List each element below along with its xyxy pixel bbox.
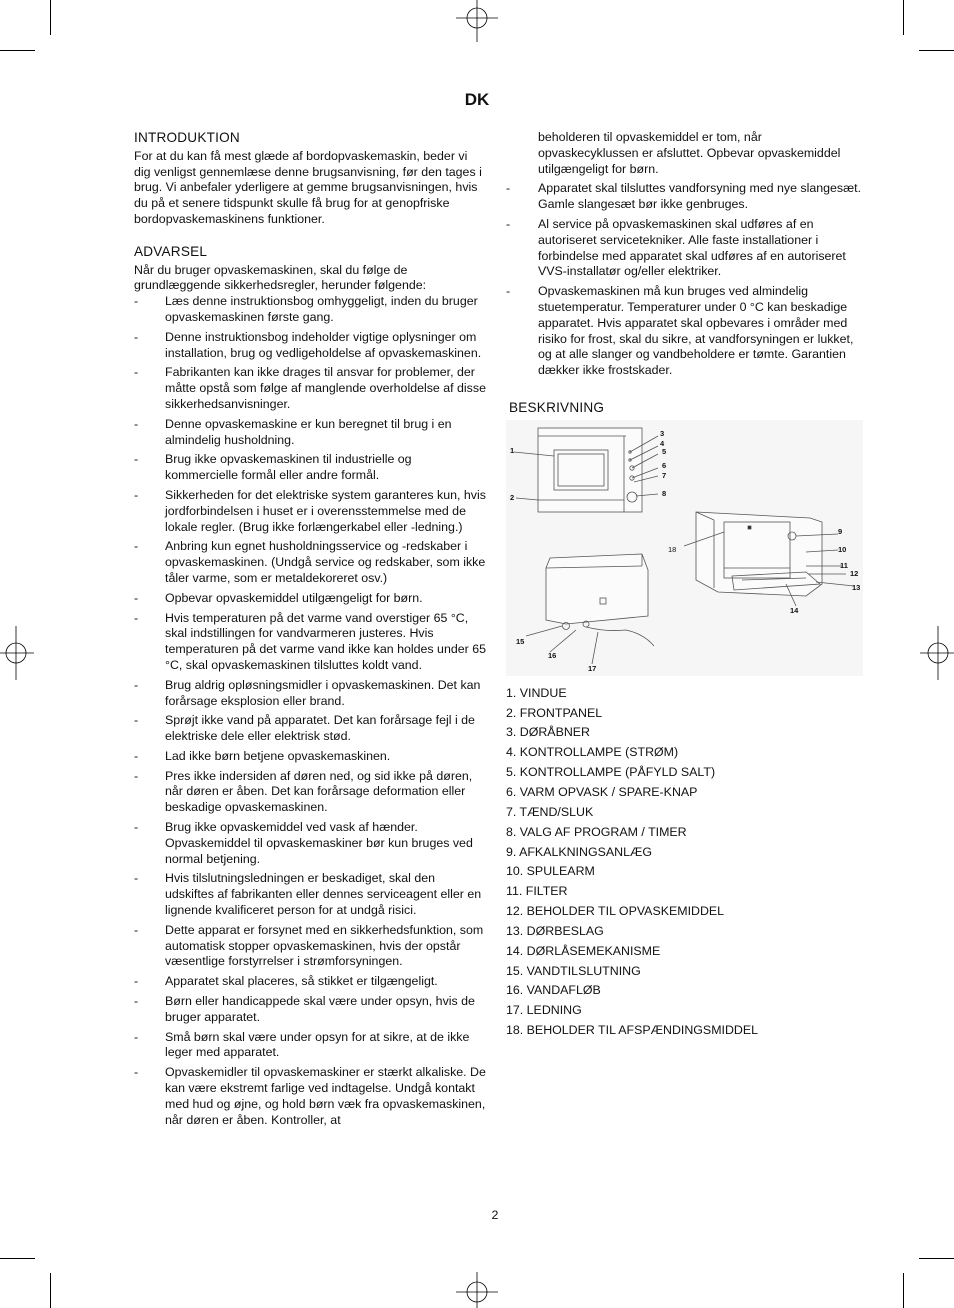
crop-mark [0,1258,35,1259]
warning-item: - Opvaskemidler til opvaskemaskiner er stærkt alkaliske. De kan være ekstremt farlige ved indtagelse. Undgå kontakt med hud og øjne, og hold børn væk fra opvaskemaskinen, når døren er åben. Kontroller, at [134,1065,486,1128]
crop-mark [919,50,954,51]
part-item: 14. DØRLÅSEMEKANISME [506,943,661,958]
figure-label: 6 [662,461,667,470]
warning-item: - Al service på opvaskemaskinen skal udføres af en autoriseret servicetekniker. Alle faste installationer i forbindelse med apparatet skal udføres af en autoriseret VVS-installatør og/eller elektriker. [506,217,862,280]
open-view [684,512,854,606]
warning-item: - Opbevar opvaskemiddel utilgængeligt for børn. [134,591,486,607]
part-item: 10. SPULEARM [506,864,595,879]
part-item: 18. BEHOLDER TIL AFSPÆNDINGSMIDDEL [506,1023,759,1038]
parts-list [506,685,862,1042]
intro-text: For at du kan få mest glæde af bordopvaskemaskin, beder vi dig venligst gennemlæse denne brugsanvisning, før den tages i brug. Vi anbefaler yderligere at gemme brugsanvisningen, hvis du på et senere tidspunkt skulle få brug for at genopfriske bordopvaskemaskinens funktioner. [134,148,482,226]
part-item: 2. FRONTPANEL [506,705,603,720]
figure-label: 4 [660,439,665,448]
language-heading: DK [464,90,490,109]
warning-item: - Apparatet skal tilsluttes vandforsyning med nye slangesæt. Gamle slangesæt bør ikke genbruges. [506,181,862,213]
left-column [134,130,486,1132]
front-view [514,428,658,512]
crop-mark [903,0,904,35]
warning-intro: Når du bruger opvaskemaskinen, skal du følge de grundlæggende sikkerhedsregler, herunder følgende: [134,262,427,293]
figure-label: 9 [838,527,843,536]
warning-item: - Læs denne instruktionsbog omhyggeligt, inden du bruger opvaskemaskinen første gang. [134,294,486,326]
part-item: 6. VARM OPVASK / SPARE-KNAP [506,784,698,799]
part-item: 3. DØRÅBNER [506,725,590,740]
part-item: 8. VALG AF PROGRAM / TIMER [506,824,687,839]
figure-label: 18 [668,545,677,554]
registration-mark [456,0,498,42]
figure-label: 13 [852,583,861,592]
crop-mark [919,1258,954,1259]
figure-label: 12 [850,569,859,578]
crop-mark [50,0,51,35]
warning-item: - Anbring kun egnet husholdningsservice og -redskaber i opvaskemaskinen. (Undgå service og redskaber, som ikke tåler varme, som er metaldekoreret osv.) [134,539,486,586]
dishwasher-diagram [506,420,863,676]
rear-view [526,554,654,664]
figure-label: 17 [588,664,597,673]
warning-list [134,294,486,1128]
figure-label: 15 [516,637,525,646]
description-heading: BESKRIVNING [509,399,605,415]
warning-item: - Apparatet skal placeres, så stikket er tilgængeligt. [134,974,486,990]
warning-item: - Dette apparat er forsynet med en sikkerhedsfunktion, som automatisk stopper opvaskemaskinen, hvis der opstår væsentlige forstyrrelser i strømforsyningen. [134,923,486,970]
part-item: 4. KONTROLLAMPE (STRØM) [506,745,679,760]
part-item: 9. AFKALKNINGSANLÆG [506,844,652,859]
part-item: 12. BEHOLDER TIL OPVASKEMIDDEL [506,904,725,919]
warning-item: - Denne instruktionsbog indeholder vigtige oplysninger om installation, brug og vedligeholdelse af opvaskemaskinen. [134,330,486,362]
figure-label: 11 [840,561,848,570]
warning-item: - Denne opvaskemaskine er kun beregnet til brug i en almindelig husholdning. [134,417,486,449]
warning-item: - Børn eller handicappede skal være under opsyn, hvis de bruger apparatet. [134,994,486,1026]
warning-item: - Sikkerheden for det elektriske system garanteres kun, hvis jordforbindelsen i huset er i overensstemmelse med de lokale regler. (Brug ikke forlængerkabel eller -ledning.) [134,488,486,535]
figure-label: 16 [548,651,557,660]
warning-item: - Hvis tilslutningsledningen er beskadiget, skal den udskiftes af fabrikanten eller dennes serviceagent eller en lignende kvalificeret person for at undgå risici. [134,871,486,918]
figure-label: 1 [510,446,515,455]
part-item: 15. VANDTILSLUTNING [506,963,641,978]
warning-item: - Brug ikke opvaskemiddel ved vask af hænder. Opvaskemiddel til opvaskemaskiner bør kun bruges ved normal betjening. [134,820,486,867]
part-item: 17. LEDNING [506,1003,582,1018]
warning-item: - Sprøjt ikke vand på apparatet. Det kan forårsage fejl i de elektriske dele eller elektrisk stød. [134,713,486,745]
warning-item: - Opvaskemaskinen må kun bruges ved almindelig stuetemperatur. Temperaturer under 0 °C kan beskadige apparatet. Hvis apparatet skal opbevares i områder med risiko for frost, skal du sikre, at vandforsyningen er lukket, og at alle slanger og vandbeholdere er tømte. Garantien dækker ikke frostskader. [506,284,862,379]
crop-mark [50,1273,51,1308]
warning-item: - Lad ikke børn betjene opvaskemaskinen. [134,749,486,765]
figure-label: 7 [662,471,667,480]
figure-label: 10 [838,545,847,554]
part-item: 7. TÆND/SLUK [506,804,594,819]
figure-label: 8 [662,489,667,498]
warning-item: - Hvis temperaturen på det varme vand overstiger 65 °C, skal indstillingen for vandvarmeren justeres. Hvis temperaturen på det varme vand ikke kan holdes under 65 °C, skal opvaskemaskinen tilsluttes koldt vand. [134,611,486,674]
figure-label: 5 [662,447,667,456]
figure-label: 2 [510,493,515,502]
page-number: 2 [491,1208,499,1222]
crop-mark [0,50,35,51]
warning-item: - Fabrikanten kan ikke drages til ansvar for problemer, der måtte opstå som følge af manglende overholdelse af disse sikkerhedsanvisninger. [134,365,486,412]
part-item: 16. VANDAFLØB [506,983,601,998]
part-item: 1. VINDUE [506,685,567,700]
warning-list-right [506,181,862,379]
registration-mark [0,626,34,680]
part-item: 11. FILTER [506,884,568,899]
figure-label: 3 [660,429,665,438]
intro-heading: INTRODUKTION [134,130,240,145]
registration-mark [920,626,954,680]
warning-item: - Pres ikke indersiden af døren ned, og sid ikke på døren, når døren er åben. Det kan forårsage deformation eller beskadige opvaskemaskinen. [134,769,486,816]
part-item: 5. KONTROLLAMPE (PÅFYLD SALT) [506,765,716,780]
warning-item: - Brug ikke opvaskemaskinen til industrielle og kommercielle formål eller andre formål. [134,452,486,484]
figure-label: 14 [790,606,799,615]
warning-item: - Små børn skal være under opsyn for at sikre, at de ikke leger med apparatet. [134,1030,486,1062]
warning-item: - Brug aldrig opløsningsmidler i opvaskemaskinen. Det kan forårsage eksplosion eller brand. [134,678,486,710]
warning-heading: ADVARSEL [134,243,208,259]
part-item: 13. DØRBESLAG [506,923,604,938]
registration-mark [456,1272,498,1308]
crop-mark [903,1273,904,1308]
warning-continued: beholderen til opvaskemiddel er tom, når opvaskecyklussen er afsluttet. Opbevar opvaskemiddel utilgængeligt for børn. [538,130,841,176]
